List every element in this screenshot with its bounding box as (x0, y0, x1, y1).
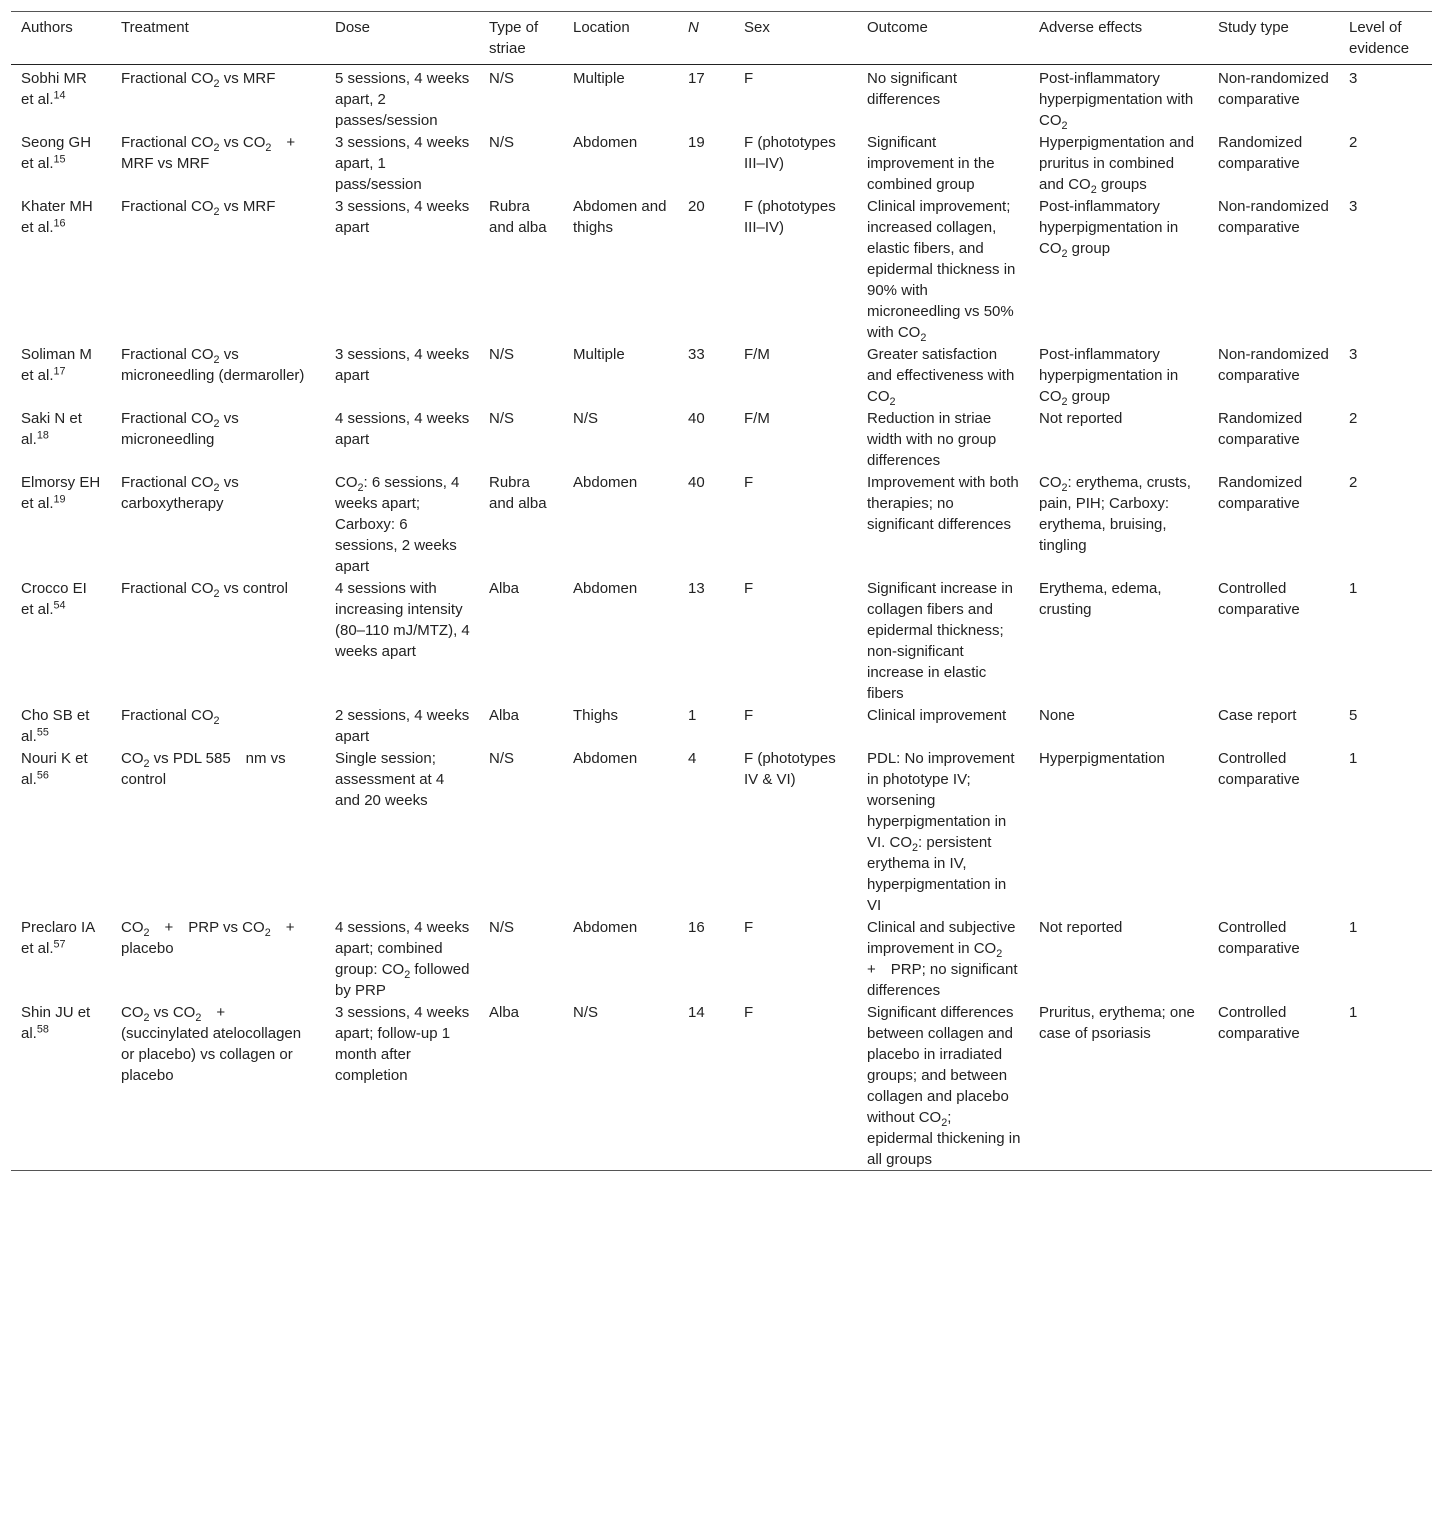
cell-adverse-effects: Erythema, edema, crusting (1039, 580, 1162, 618)
cell-type-of-striae: Rubra and alba (489, 198, 547, 236)
cell-treatment: $CO_2$ + PRP vs $CO_2$ + placebo (121, 919, 310, 957)
cell-treatment: Fractional $CO_2$ vs microneedling (121, 410, 239, 448)
cell-authors: Cho SB et al.$^{55}$ (21, 707, 90, 745)
cell-outcome: Clinical improvement; increased collagen, elastic fibers, and epidermal thickness in 90% with microneedling vs 50% with $CO_2$ (867, 198, 1016, 344)
cell-dose: Single session; assessment at 4 and 20 weeks (335, 750, 445, 809)
cell-treatment: Fractional $CO_2$ vs MRF (121, 70, 276, 90)
cell-adverse-effects: None (1039, 707, 1075, 724)
cell-authors: Seong GH et al.$^{15}$ (21, 134, 92, 172)
cell-authors: Crocco EI et al.$^{54}$ (21, 580, 87, 618)
cell-study-type: Case report (1218, 707, 1297, 724)
cell-outcome: Improvement with both therapies; no significant differences (867, 474, 1019, 533)
cell-level-of-evidence: 2 (1349, 410, 1358, 427)
cell-treatment: Fractional $CO_2$ vs MRF (121, 198, 276, 218)
col-dose: Dose (335, 19, 371, 36)
cell-outcome: Reduction in striae width with no group differences (867, 410, 997, 469)
col-n: N (688, 19, 699, 36)
cell-sex: F (phototypes III–IV) (744, 134, 836, 172)
cell-level-of-evidence: 5 (1349, 707, 1358, 724)
table-row (11, 65, 1432, 132)
cell-dose: 3 sessions, 4 weeks apart (335, 346, 470, 384)
cell-dose: 4 sessions, 4 weeks apart; combined group: $CO_2$ followed by PRP (335, 919, 470, 999)
cell-dose: 2 sessions, 4 weeks apart (335, 707, 470, 745)
table-container (11, 11, 1432, 1171)
cell-location: Abdomen and thighs (573, 198, 667, 236)
cell-adverse-effects: Hyperpigmentation (1039, 750, 1165, 767)
cell-adverse-effects: Not reported (1039, 919, 1123, 936)
col-authors: Authors (21, 19, 73, 36)
cell-location: Abdomen (573, 919, 638, 936)
cell-type-of-striae: N/S (489, 750, 515, 767)
col-treatment: Treatment (121, 19, 189, 36)
table-row (11, 195, 1432, 343)
cell-n: 14 (688, 1004, 705, 1021)
cell-level-of-evidence: 1 (1349, 919, 1358, 936)
cell-outcome: PDL: No improvement in phototype IV; worsening hyperpigmentation in VI. $CO_2$: persistent erythema in IV, hyperpigmentation in VI (867, 750, 1015, 914)
cell-study-type: Non-randomized comparative (1218, 198, 1329, 236)
cell-study-type: Controlled comparative (1218, 580, 1300, 618)
cell-location: Abdomen (573, 134, 638, 151)
cell-type-of-striae: N/S (489, 919, 515, 936)
cell-n: 20 (688, 198, 705, 215)
cell-location: Abdomen (573, 474, 638, 491)
cell-outcome: Clinical and subjective improvement in $CO_2$ + PRP; no significant differences (867, 919, 1018, 999)
cell-level-of-evidence: 3 (1349, 198, 1358, 215)
cell-sex: F/M (744, 346, 770, 363)
cell-n: 4 (688, 750, 697, 767)
cell-location: Multiple (573, 346, 625, 363)
cell-sex: F (744, 919, 754, 936)
header-row (11, 12, 1432, 65)
cell-type-of-striae: Rubra and alba (489, 474, 547, 512)
striae-co2-studies-table (11, 11, 1432, 1171)
cell-treatment: Fractional $CO_2$ (121, 707, 220, 727)
cell-adverse-effects: Not reported (1039, 410, 1123, 427)
table-row (11, 131, 1432, 195)
cell-dose: 4 sessions with increasing intensity (80–110 mJ/MTZ), 4 weeks apart (335, 580, 470, 660)
cell-sex: F (744, 707, 754, 724)
col-sex: Sex (744, 19, 770, 36)
cell-location: Abdomen (573, 580, 638, 597)
cell-treatment: Fractional $CO_2$ vs carboxytherapy (121, 474, 239, 512)
cell-outcome: No significant differences (867, 70, 958, 108)
cell-treatment: Fractional $CO_2$ vs microneedling (dermaroller) (121, 346, 305, 384)
cell-level-of-evidence: 1 (1349, 1004, 1358, 1021)
cell-treatment: Fractional $CO_2$ vs control (121, 580, 288, 600)
cell-authors: Elmorsy EH et al.$^{19}$ (21, 474, 101, 512)
table-row (11, 471, 1432, 577)
cell-outcome: Significant improvement in the combined group (867, 134, 995, 193)
cell-treatment: $CO_2$ vs $CO_2$ + (succinylated atelocollagen or placebo) vs collagen or placebo (121, 1004, 302, 1084)
cell-dose: 3 sessions, 4 weeks apart; follow-up 1 month after completion (335, 1004, 470, 1084)
table-row (11, 343, 1432, 407)
cell-n: 19 (688, 134, 705, 151)
cell-study-type: Non-randomized comparative (1218, 346, 1329, 384)
cell-authors: Saki N et al.$^{18}$ (21, 410, 82, 448)
cell-authors: Khater MH et al.$^{16}$ (21, 198, 93, 236)
cell-study-type: Controlled comparative (1218, 750, 1300, 788)
col-location: Location (573, 19, 630, 36)
cell-treatment: Fractional $CO_2$ vs $CO_2$ + MRF vs MRF (121, 134, 311, 172)
cell-adverse-effects: Post-inflammatory hyperpigmentation in $CO_2$ group (1039, 198, 1179, 260)
cell-level-of-evidence: 1 (1349, 580, 1358, 597)
table-row (11, 577, 1432, 704)
cell-sex: F (744, 580, 754, 597)
cell-n: 1 (688, 707, 697, 724)
col-outcome: Outcome (867, 19, 928, 36)
cell-authors: Shin JU et al.$^{58}$ (21, 1004, 91, 1042)
cell-n: 33 (688, 346, 705, 363)
cell-type-of-striae: N/S (489, 410, 515, 427)
cell-sex: F (phototypes III–IV) (744, 198, 836, 236)
cell-study-type: Randomized comparative (1218, 134, 1303, 172)
cell-dose: 5 sessions, 4 weeks apart, 2 passes/session (335, 70, 470, 129)
cell-sex: F/M (744, 410, 770, 427)
table-row (11, 1001, 1432, 1171)
cell-outcome: Significant differences between collagen and placebo in irradiated groups; and between collagen and placebo without $CO_2$; epidermal thickening in all groups (867, 1004, 1021, 1168)
cell-sex: F (744, 474, 754, 491)
cell-study-type: Controlled comparative (1218, 1004, 1300, 1042)
cell-n: 13 (688, 580, 705, 597)
cell-type-of-striae: N/S (489, 346, 515, 363)
table-row (11, 704, 1432, 747)
cell-n: 40 (688, 410, 705, 427)
cell-n: 40 (688, 474, 705, 491)
cell-type-of-striae: Alba (489, 707, 520, 724)
cell-authors: Sobhi MR et al.$^{14}$ (21, 70, 87, 108)
cell-adverse-effects: Pruritus, erythema; one case of psoriasis (1039, 1004, 1195, 1042)
cell-outcome: Clinical improvement (867, 707, 1007, 724)
cell-location: Abdomen (573, 750, 638, 767)
cell-location: Thighs (573, 707, 619, 724)
cell-location: N/S (573, 1004, 599, 1021)
cell-dose: 3 sessions, 4 weeks apart (335, 198, 470, 236)
cell-level-of-evidence: 1 (1349, 750, 1358, 767)
cell-adverse-effects: Post-inflammatory hyperpigmentation with $CO_2$ (1039, 70, 1194, 132)
cell-sex: F (phototypes IV & VI) (744, 750, 836, 788)
cell-dose: 3 sessions, 4 weeks apart, 1 pass/session (335, 134, 470, 193)
cell-level-of-evidence: 3 (1349, 70, 1358, 87)
cell-outcome: Greater satisfaction and effectiveness with $CO_2$ (867, 346, 1015, 408)
cell-authors: Preclaro IA et al.$^{57}$ (21, 919, 95, 957)
cell-authors: Nouri K et al.$^{56}$ (21, 750, 88, 788)
col-adverse-effects: Adverse effects (1039, 19, 1143, 36)
cell-treatment: $CO_2$ vs PDL 585 nm vs control (121, 750, 286, 788)
col-type-of-striae: Type of striae (489, 19, 539, 57)
table-row (11, 916, 1432, 1001)
cell-sex: F (744, 70, 754, 87)
cell-location: N/S (573, 410, 599, 427)
cell-level-of-evidence: 2 (1349, 134, 1358, 151)
cell-type-of-striae: Alba (489, 1004, 520, 1021)
cell-outcome: Significant increase in collagen fibers and epidermal thickness; non-significant increase in elastic fibers (867, 580, 1013, 702)
cell-level-of-evidence: 3 (1349, 346, 1358, 363)
cell-authors: Soliman M et al.$^{17}$ (21, 346, 92, 384)
cell-study-type: Controlled comparative (1218, 919, 1300, 957)
cell-type-of-striae: N/S (489, 134, 515, 151)
col-study-type: Study type (1218, 19, 1289, 36)
cell-n: 16 (688, 919, 705, 936)
cell-type-of-striae: N/S (489, 70, 515, 87)
cell-level-of-evidence: 2 (1349, 474, 1358, 491)
cell-adverse-effects: Hyperpigmentation and pruritus in combined and $CO_2$ groups (1039, 134, 1195, 196)
cell-location: Multiple (573, 70, 625, 87)
cell-study-type: Randomized comparative (1218, 474, 1303, 512)
table-row (11, 407, 1432, 471)
cell-type-of-striae: Alba (489, 580, 520, 597)
cell-dose: $CO_2$: 6 sessions, 4 weeks apart; Carboxy: 6 sessions, 2 weeks apart (335, 474, 460, 575)
cell-study-type: Non-randomized comparative (1218, 70, 1329, 108)
cell-sex: F (744, 1004, 754, 1021)
col-level-of-evidence: Level of evidence (1349, 19, 1410, 57)
cell-study-type: Randomized comparative (1218, 410, 1303, 448)
cell-adverse-effects: Post-inflammatory hyperpigmentation in $CO_2$ group (1039, 346, 1179, 408)
cell-n: 17 (688, 70, 705, 87)
cell-adverse-effects: $CO_2$: erythema, crusts, pain, PIH; Carboxy: erythema, bruising, tingling (1039, 474, 1191, 554)
table-row (11, 747, 1432, 916)
cell-dose: 4 sessions, 4 weeks apart (335, 410, 470, 448)
